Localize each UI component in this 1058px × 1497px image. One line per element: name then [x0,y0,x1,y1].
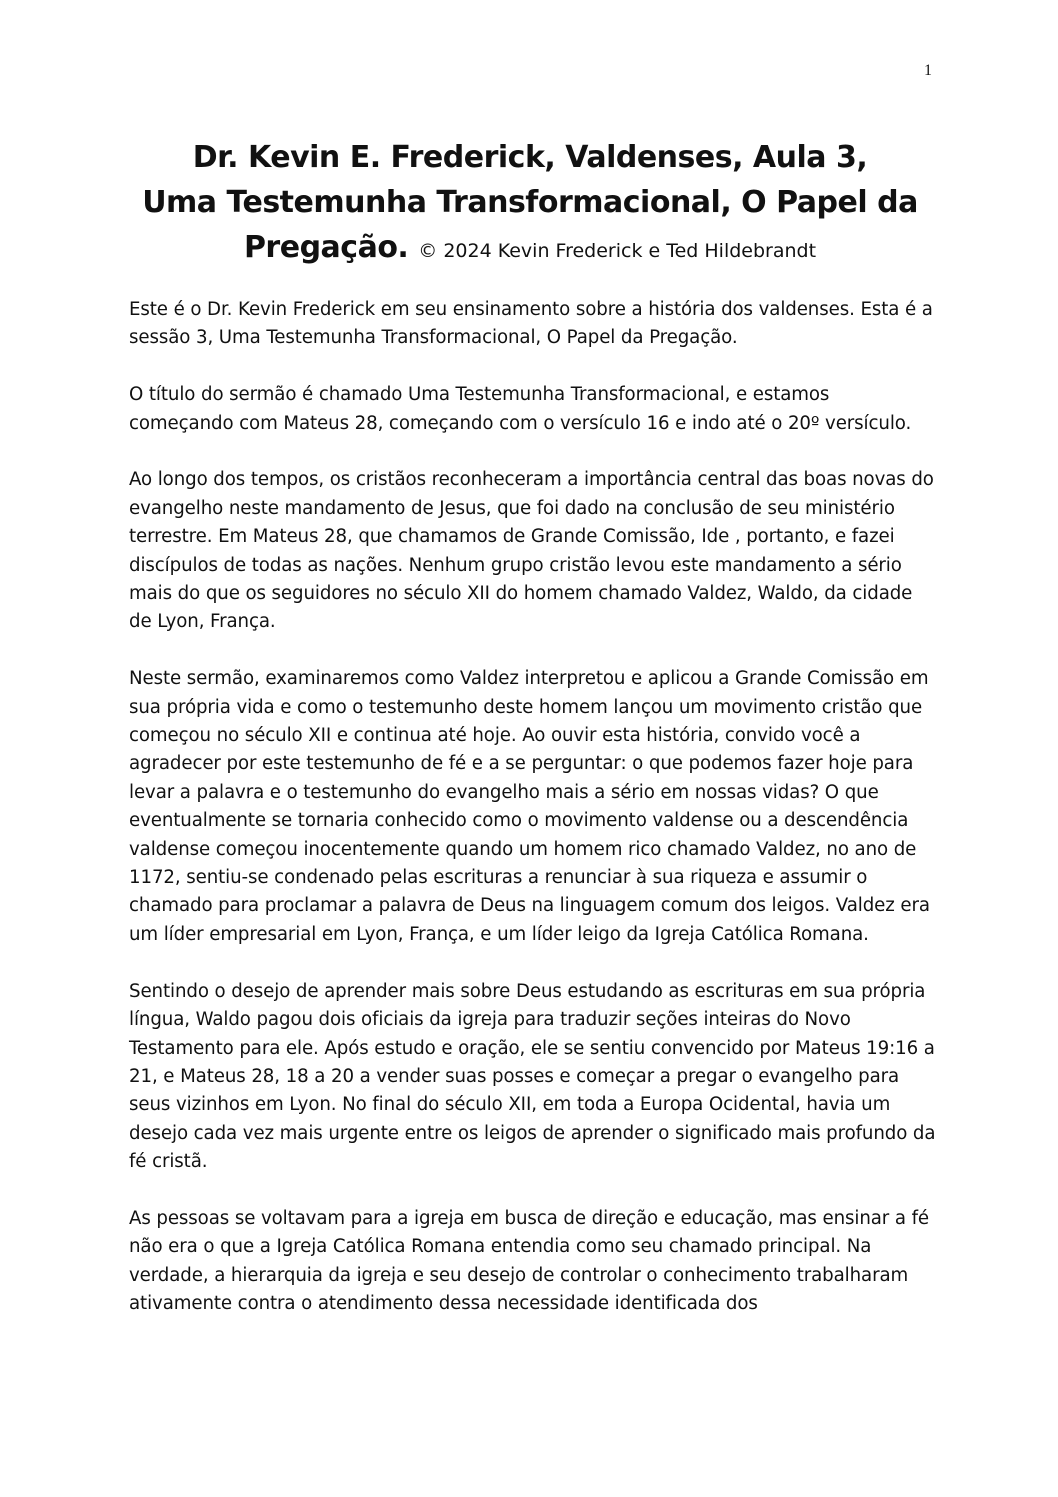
title-line-3-text: Pregação. [243,230,409,265]
paragraph-4: Neste sermão, examinaremos como Valdez interpretou e aplicou a Grande Comissão em sua própria vida e como o testemunho deste homem lançou um movimento cristão que começou no século XII e continua até hoje. Ao ouvir esta história, convido você a agradecer por este testemunho de fé e a se perguntar: o que podemos fazer hoje para levar a palavra e o testemunho do evangelho mais a sério em nossas vidas? O que eventualmente se tornaria conhecido como o movimento valdense ou a descendência valdense começou inocentemente quando um homem rico chamado Valdez, no ano de 1172, sentiu-se condenado pelas escrituras a renunciar à sua riqueza e assumir o chamado para proclamar a palavra de Deus na linguagem comum dos leigos. Valdez era um líder empresarial em Lyon, França, e um líder leigo da Igreja Católica Romana. [129,668,930,945]
document-title [80,135,980,274]
paragraph-1: Este é o Dr. Kevin Frederick em seu ensinamento sobre a história dos valdenses. Esta é a sessão 3, Uma Testemunha Transformacional, O Papel da Pregação. [129,299,933,349]
page-number: 1 [924,62,932,79]
paragraph-2: O título do sermão é chamado Uma Testemunha Transformacional, e estamos começando com Mateus 28, começando com o versículo 16 e indo até o 20º versículo. [129,384,912,434]
paragraph-3: Ao longo dos tempos, os cristãos reconheceram a importância central das boas novas do evangelho neste mandamento de Jesus, que foi dado na conclusão de seu ministério terrestre. Em Mateus 28, que chamamos de Grande Comissão, Ide , portanto, e fazei discípulos de todas as nações. Nenhum grupo cristão levou este mandamento a sério mais do que os seguidores no século XII do homem chamado Valdez, Waldo, da cidade de Lyon, França. [129,469,934,633]
title-line-3 [80,225,980,274]
paragraph-6: As pessoas se voltavam para a igreja em busca de direção e educação, mas ensinar a fé não era o que a Igreja Católica Romana entendia como seu chamado principal. Na verdade, a hierarquia da igreja e seu desejo de controlar o conhecimento trabalharam ativamente contra o atendimento dessa necessidade identificada dos [129,1207,929,1315]
title-line-2: Uma Testemunha Transformacional, O Papel da [142,185,918,220]
document-body [129,296,937,1347]
copyright-notice: © 2024 Kevin Frederick e Ted Hildebrandt [418,240,817,262]
title-line-1: Dr. Kevin E. Frederick, Valdenses, Aula 3, [192,140,868,175]
paragraph-5: Sentindo o desejo de aprender mais sobre Deus estudando as escrituras em sua própria língua, Waldo pagou dois oficiais da igreja para traduzir seções inteiras do Novo Testamento para ele. Após estudo e oração, ele se sentiu convencido por Mateus 19:16 a 21, e Mateus 28, 18 a 20 a vender suas posses e começar a pregar o evangelho para seus vizinhos em Lyon. No final do século XII, em toda a Europa Ocidental, havia um desejo cada vez mais urgente entre os leigos de aprender o significado mais profundo da fé cristã. [129,980,936,1173]
